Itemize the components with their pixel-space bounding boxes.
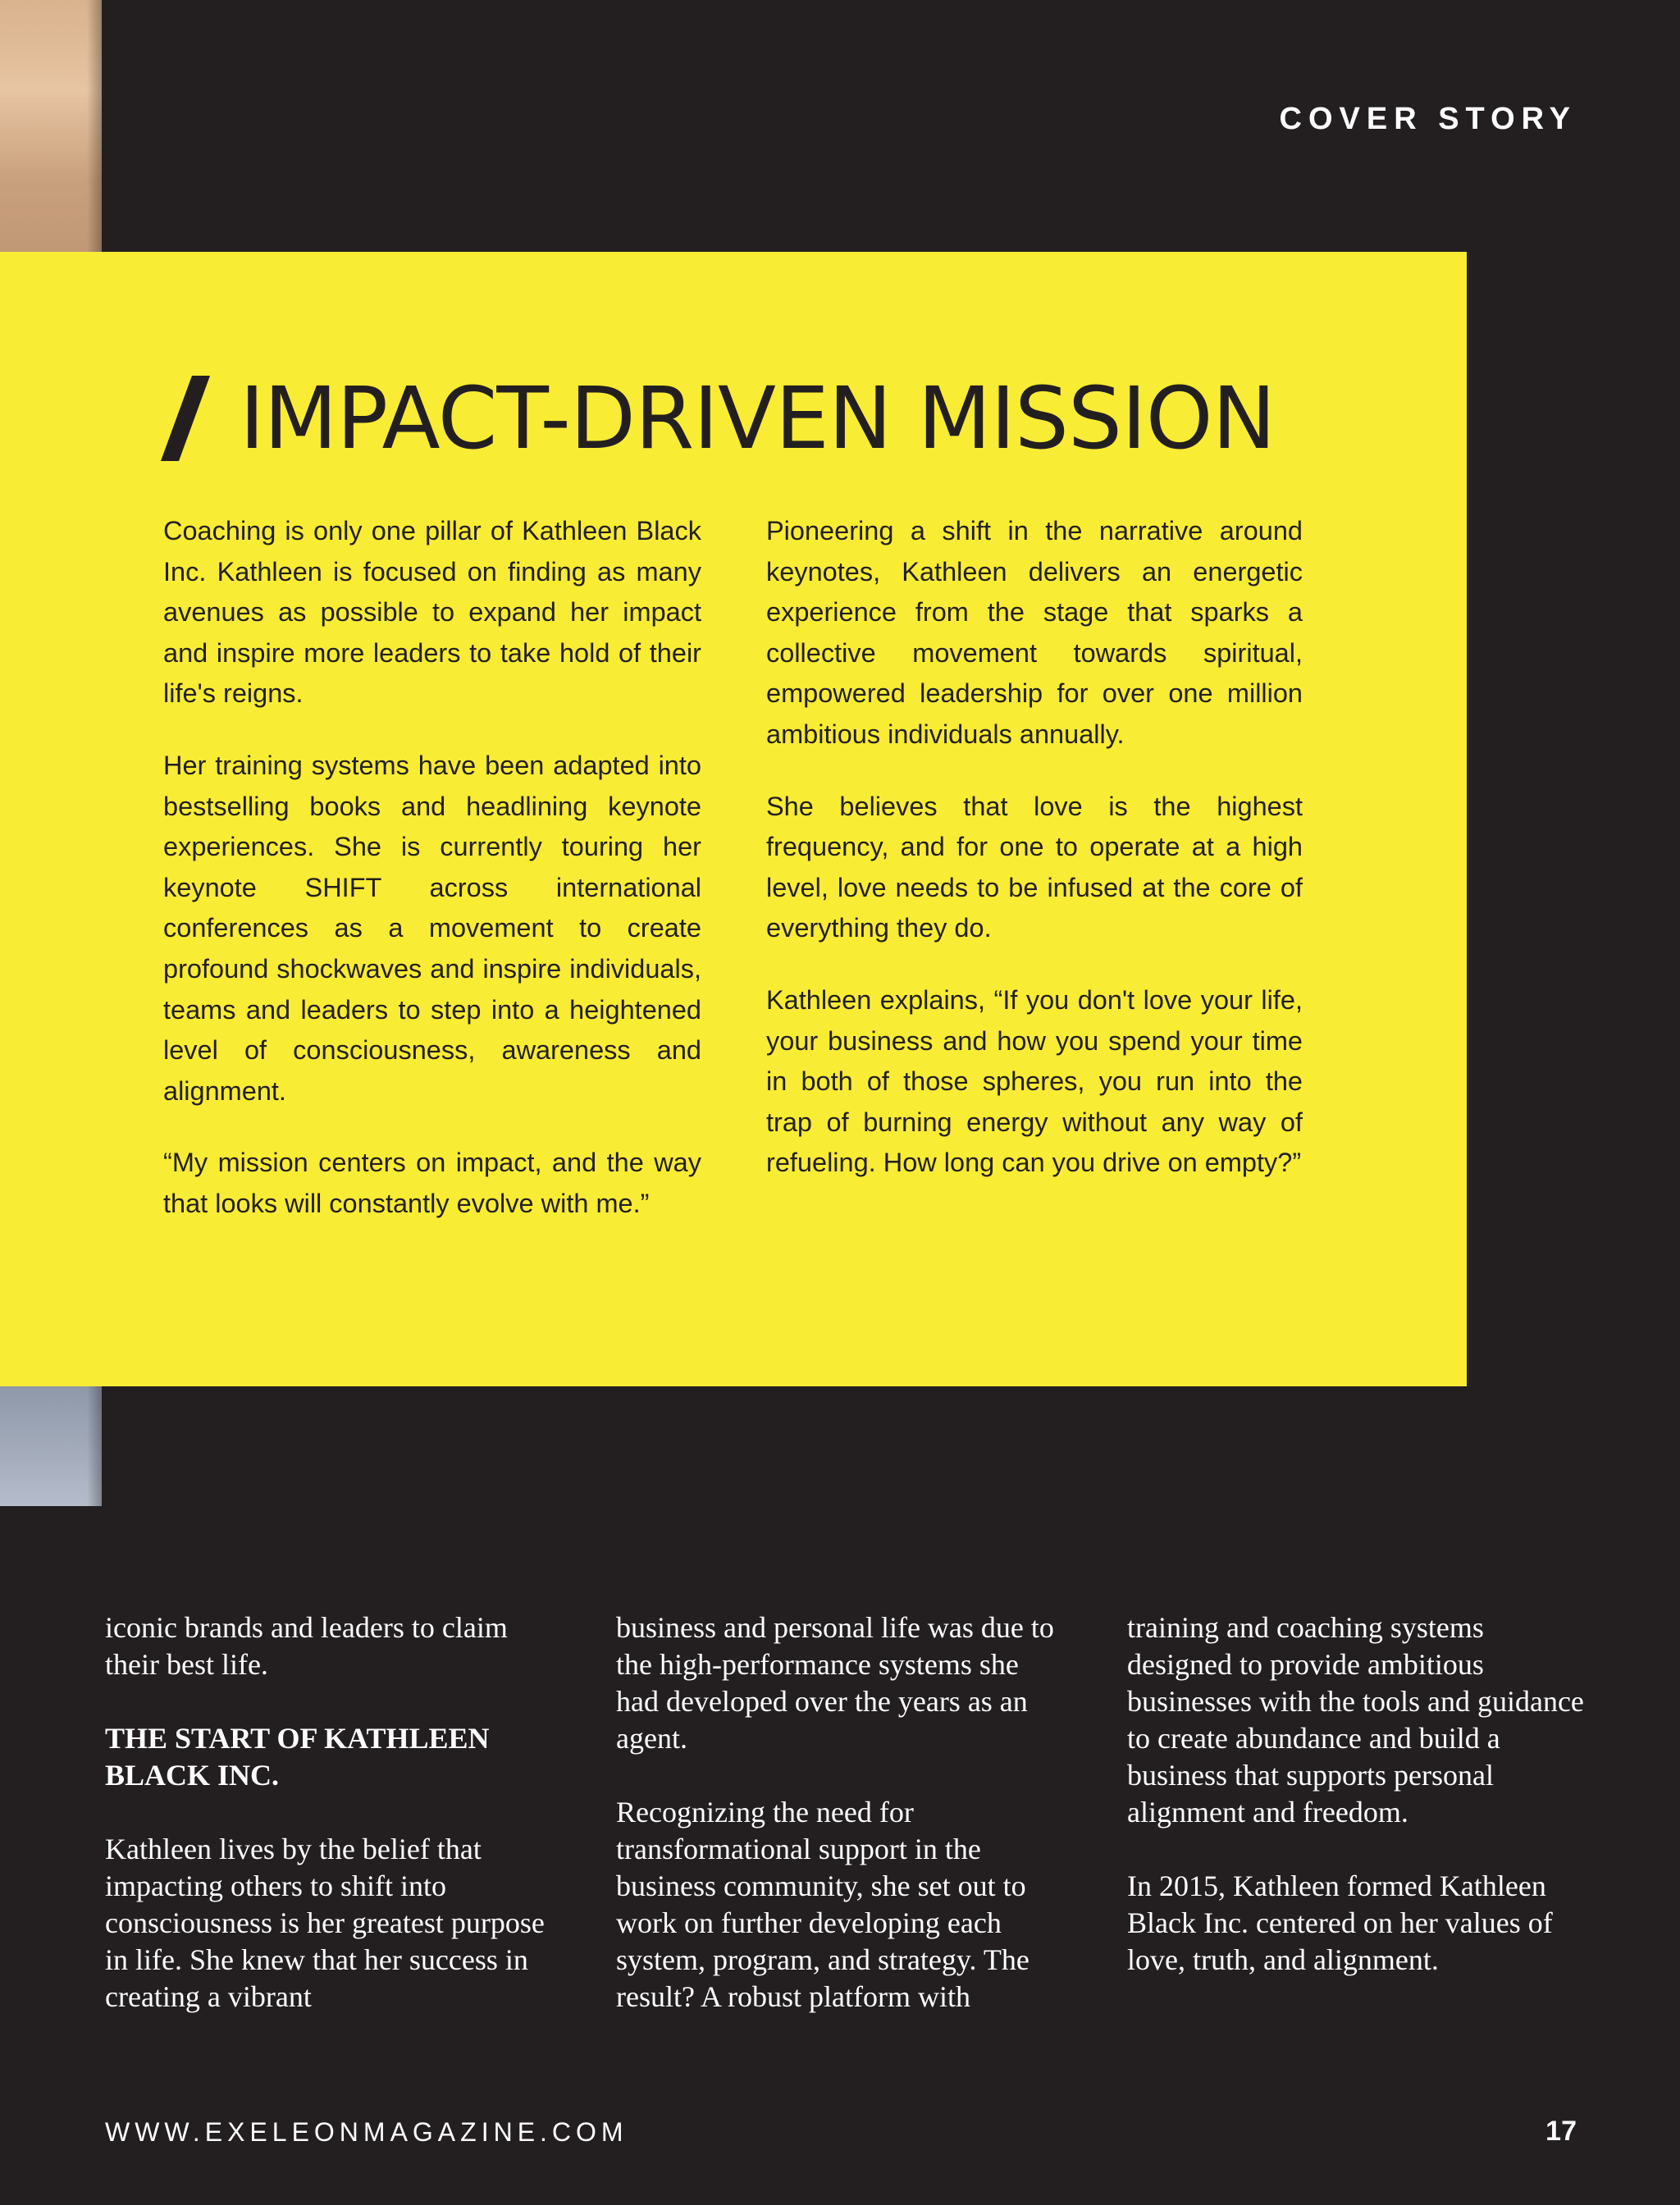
feature-paragraph: Her training systems have been adapted into bestselling books and headlining keynote experiences. She is currently touring her keynote SHIFT across international conferences as a movement to create profound shockwaves and inspire individuals, teams and leaders to step into a heightened level of consciousness, awareness and alignment. — [163, 750, 701, 1106]
article-paragraph: iconic brands and leaders to claim their best life. — [105, 1611, 508, 1681]
feature-paragraph: She believes that love is the highest frequency, and for one to operate at a high level, love needs to be infused at the core of everything they do. — [766, 791, 1303, 943]
feature-paragraph: Pioneering a shift in the narrative around keynotes, Kathleen delivers an energetic experience from the stage that sparks a collective movement towards spiritual, empowered leadership for over one million ambitious individuals annually. — [766, 516, 1303, 749]
article-subheading: THE START OF KATHLEEN BLACK INC. — [105, 1722, 490, 1792]
article-column-2 — [616, 1609, 1059, 2052]
footer-website-link[interactable]: WWW.EXELEONMAGAZINE.COM — [105, 2117, 628, 2147]
feature-paragraph: Coaching is only one pillar of Kathleen Black Inc. Kathleen is focused on finding as many avenues as possible to expand her impact and inspire more leaders to take hold of their life's reigns. — [163, 516, 701, 709]
article-paragraph: business and personal life was due to the high-performance systems she had developed over the years as an agent. — [616, 1611, 1054, 1755]
article-paragraph: In 2015, Kathleen formed Kathleen Black Inc. centered on her values of love, truth, and alignment. — [1127, 1869, 1553, 1976]
article-paragraph: training and coaching systems designed to provide ambitious businesses with the tools and guidance to create abundance and build a business that supports personal alignment and freedom. — [1127, 1611, 1584, 1828]
article-column-3 — [1127, 1609, 1586, 2016]
article-paragraph: Kathleen lives by the belief that impacting others to shift into consciousness is her greatest purpose in life. She knew that her success in creating a vibrant — [105, 1833, 545, 2013]
slash-icon — [161, 376, 210, 461]
feature-quote: “My mission centers on impact, and the way that looks will constantly evolve with me.” — [163, 1148, 701, 1218]
feature-right-column — [766, 511, 1303, 1215]
page-number: 17 — [1545, 2116, 1577, 2147]
feature-heading-text: IMPACT-DRIVEN MISSION — [240, 368, 1276, 468]
feature-heading — [161, 368, 1276, 468]
feature-left-column — [163, 511, 701, 1256]
article-column-1 — [105, 1609, 548, 2052]
feature-quote: Kathleen explains, “If you don't love your life, your business and how you spend your time in both of those spheres, you run into the trap of burning energy without any way of refueling. How long can you drive on empty?” — [766, 984, 1303, 1178]
section-label: COVER STORY — [1279, 102, 1577, 136]
article-paragraph: Recognizing the need for transformational support in the business community, she set out to work on further developing each system, program, and strategy. The result? A robust platform with — [616, 1796, 1029, 2013]
